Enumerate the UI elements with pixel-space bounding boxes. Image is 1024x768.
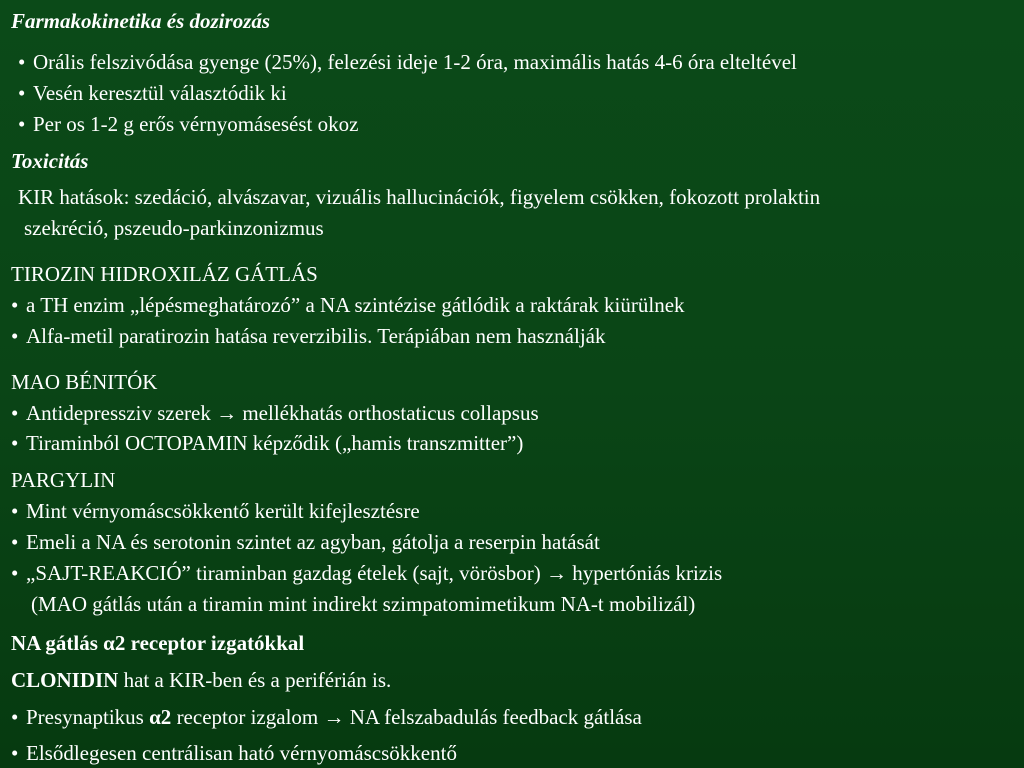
list-item: • Emeli a NA és serotonin szintet az agyban, gátolja a reserpin hatását [11, 530, 600, 554]
list-item: • Presynaptikus α2 receptor izgalom → NA felszabadulás feedback gátlása [11, 705, 642, 729]
bullet-icon: • [11, 530, 19, 554]
bullet-icon: • [18, 112, 26, 136]
bullet-icon: • [11, 741, 19, 765]
section-heading-toxicitas: Toxicitás [11, 149, 89, 173]
list-item: • Vesén keresztül választódik ki [18, 81, 287, 105]
list-item: • „SAJT-REAKCIÓ” tiraminban gazdag ételek (sajt, vörösbor) → hypertóniás krizis [11, 561, 723, 585]
section-heading-na-gatlas: NA gátlás α2 receptor izgatókkal [11, 631, 305, 655]
bullet-icon: • [18, 81, 26, 105]
bullet-icon: • [11, 561, 19, 585]
bullet-icon: • [11, 401, 19, 425]
list-item: • Orális felszivódása gyenge (25%), felezési ideje 1-2 óra, maximális hatás 4-6 óra elteltével [18, 50, 797, 74]
pargylin-continuation: (MAO gátlás után a tiramin mint indirekt szimpatomimetikum NA-t mobilizál) [31, 592, 696, 616]
clonidin-term: CLONIDIN [11, 668, 119, 692]
section-heading-pargylin: PARGYLIN [11, 468, 116, 492]
bullet-icon: • [11, 431, 19, 455]
toxicitas-text-line1: KIR hatások: szedáció, alvászavar, vizuális hallucinációk, figyelem csökken, fokozott prolaktin [18, 185, 821, 209]
list-item: • Antidepressziv szerek → mellékhatás orthostaticus collapsus [11, 401, 539, 425]
list-item: • a TH enzim „lépésmeghatározó” a NA szintézise gátlódik a raktárak kiürülnek [11, 293, 685, 317]
list-item: • Tiraminból OCTOPAMIN képződik („hamis transzmitter”) [11, 431, 524, 455]
section-heading-tirozin: TIROZIN HIDROXILÁZ GÁTLÁS [11, 262, 318, 286]
bullet-icon: • [11, 324, 19, 348]
section-heading-farmakokinetika: Farmakokinetika és dozirozás [11, 9, 271, 33]
list-item: • Alfa-metil paratirozin hatása reverzibilis. Terápiában nem használják [11, 324, 606, 348]
bullet-icon: • [11, 293, 19, 317]
toxicitas-text-line2: szekréció, pszeudo-parkinzonizmus [24, 216, 324, 240]
list-item: • Per os 1-2 g erős vérnyomásesést okoz [18, 112, 359, 136]
bullet-icon: • [11, 705, 19, 729]
list-item: • Elsődlegesen centrálisan ható vérnyomáscsökkentő [11, 741, 457, 765]
list-item: • Mint vérnyomáscsökkentő került kifejlesztésre [11, 499, 420, 523]
clonidin-line: CLONIDIN hat a KIR-ben és a periférián is. [11, 668, 392, 692]
section-heading-mao: MAO BÉNITÓK [11, 370, 158, 394]
bullet-icon: • [18, 50, 26, 74]
bullet-icon: • [11, 499, 19, 523]
